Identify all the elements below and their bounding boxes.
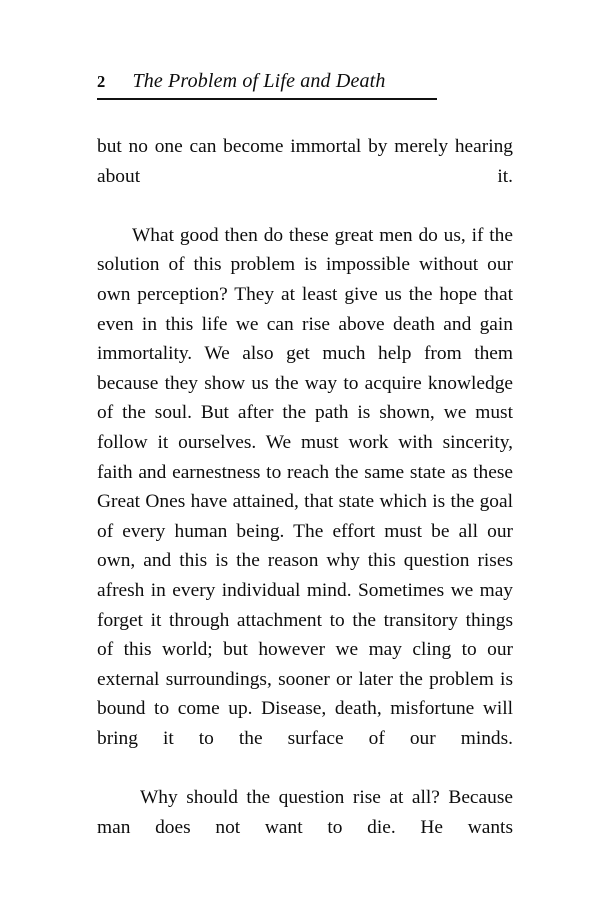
paragraph-continuation: but no one can become immortal by merely hearing about it. [97, 136, 513, 187]
paragraph-why-should: Why should the question rise at all? Because man does not want to die. He wants [97, 787, 513, 838]
header-rule [97, 98, 437, 100]
running-title: The Problem of Life and Death [132, 70, 386, 92]
page-number: 2 [97, 72, 106, 91]
body-text [97, 132, 513, 872]
running-header [97, 70, 437, 93]
paragraph-what-good: What good then do these great men do us, if the solution of this problem is impossible without our own perception? They at least give us the hope that even in this life we can rise above death and gain immortality. We also get much help from them because they show us the way to acquire knowledge of the soul. But after the path is shown, we must follow it ourselves. We must work with sincerity, faith and earnestness to reach the same state as these Great Ones have attained, that state which is the goal of every human being. The effort must be all our own, and this is the reason why this question rises afresh in every individual mind. Sometimes we may forget it through attachment to the transitory things of this world; but however we may cling to our external surroundings, sooner or later the problem is bound to come up. Disease, death, misfortune will bring it to the surface of our minds. [97, 224, 513, 749]
